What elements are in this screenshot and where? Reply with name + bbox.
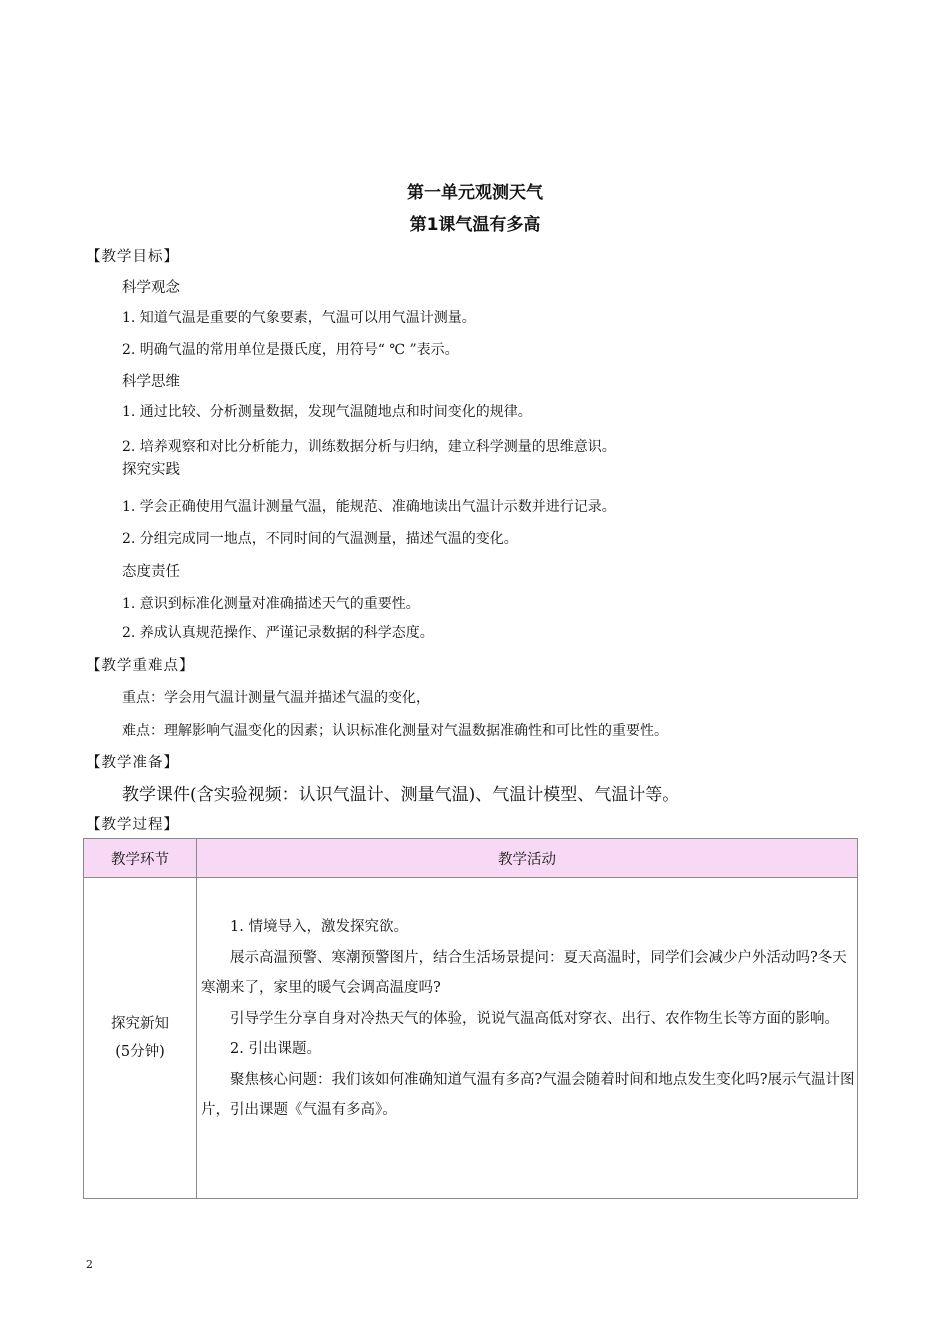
process-table: [83, 838, 858, 1199]
objective-item: 2. 培养观察和对比分析能力，训练数据分析与归纳，建立科学测量的思维意识。: [122, 439, 616, 455]
header-stage: 教学环节: [84, 839, 197, 878]
stage-duration: (5分钟): [115, 1044, 165, 1060]
objectives-heading: 【教学目标】: [86, 249, 179, 265]
table-header-row: [84, 839, 858, 878]
objective-item: 1. 通过比较、分析测量数据，发现气温随地点和时间变化的规律。: [122, 404, 532, 420]
objective-item: 2. 分组完成同一地点，不同时间的气温测量，描述气温的变化。: [122, 531, 518, 547]
activity-paragraph: 引导学生分享自身对冷热天气的体验，说说气温高低对穿衣、出行、农作物生长等方面的影响。: [230, 1010, 839, 1027]
objective-group-label: 科学观念: [122, 280, 180, 296]
activity-paragraph: 聚焦核心问题：我们该如何准确知道气温有多高?气温会随着时间和地点发生变化吗?展示气温计图片，引出课题《气温有多高》。: [201, 1071, 855, 1118]
objective-item: 2. 养成认真规范操作、严谨记录数据的科学态度。: [122, 625, 434, 641]
key-points-heading: 【教学重难点】: [86, 658, 195, 674]
preparation-text: 教学课件(含实验视频：认识气温计、测量气温)、气温计模型、气温计等。: [122, 785, 680, 805]
activity-paragraph: 展示高温预警、寒潮预警图片，结合生活场景提问：夏天高温时，同学们会减少户外活动吗?冬天寒潮来了，家里的暖气会调高温度吗?: [201, 949, 847, 996]
objective-item: 2. 明确气温的常用单位是摄氏度，用符号“ ℃ ”表示。: [122, 342, 459, 358]
activity-cell: [197, 878, 858, 1199]
stage-name: 探究新知: [111, 1016, 169, 1032]
stage-cell: [84, 878, 197, 1199]
preparation-heading: 【教学准备】: [86, 755, 179, 771]
difficult-point: 难点：理解影响气温变化的因素；认识标准化测量对气温数据准确性和可比性的重要性。: [122, 723, 668, 739]
process-heading: 【教学过程】: [86, 817, 179, 833]
unit-title: 第一单元观测天气: [407, 183, 543, 203]
objective-item: 1. 学会正确使用气温计测量气温，能规范、准确地读出气温计示数并进行记录。: [122, 499, 616, 515]
objective-group-label: 探究实践: [122, 462, 180, 478]
activity-paragraph: 1. 情境导入，激发探究欲。: [230, 919, 408, 935]
objective-group-label: 科学思维: [122, 374, 180, 390]
lesson-title: 第1课气温有多高: [409, 215, 541, 235]
objective-group-label: 态度责任: [122, 564, 180, 580]
header-activity: 教学活动: [197, 839, 858, 878]
activity-paragraph: 2. 引出课题。: [230, 1041, 321, 1057]
objective-item: 1. 意识到标准化测量对准确描述天气的重要性。: [122, 596, 420, 612]
table-row: [84, 878, 858, 1199]
key-point: 重点：学会用气温计测量气温并描述气温的变化，: [122, 690, 430, 706]
page-number: 2: [86, 1258, 93, 1271]
objective-item: 1. 知道气温是重要的气象要素，气温可以用气温计测量。: [122, 310, 476, 326]
